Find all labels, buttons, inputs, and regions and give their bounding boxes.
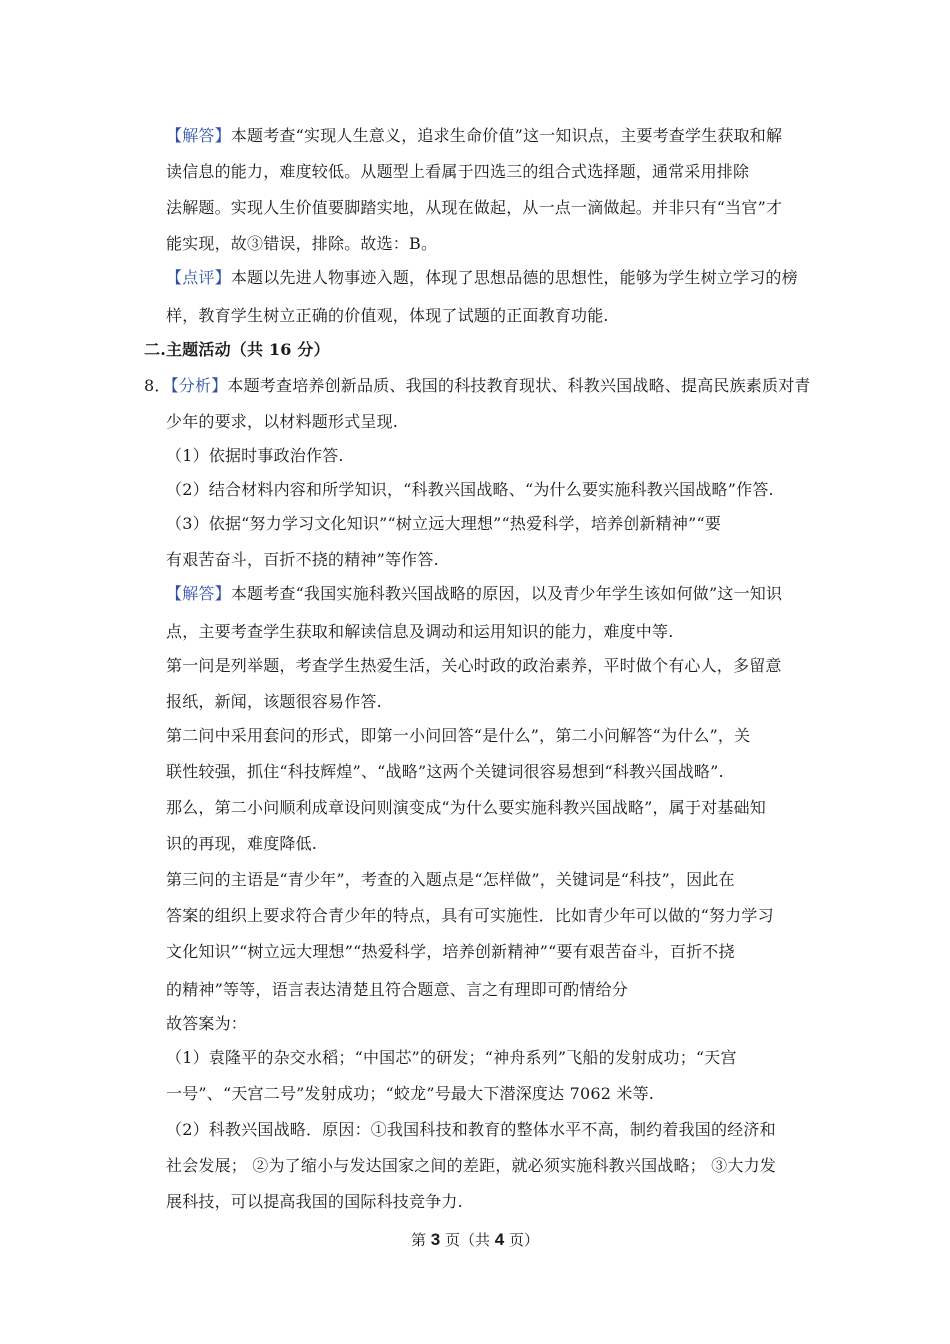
answer-tag: 【分析】 bbox=[170, 376, 228, 395]
text-line bbox=[166, 1084, 654, 1104]
text-line bbox=[166, 198, 782, 218]
line-text: 一号”、“天宫二号”发射成功；“蛟龙”号最大下潜深度达 7062 米等. bbox=[166, 1084, 655, 1103]
text-line bbox=[166, 834, 317, 854]
question-number: 8． bbox=[144, 376, 171, 395]
line-text: 本题考查“我国实施科教兴国战略的原因，以及青少年学生该如何做”这一知识 bbox=[230, 584, 783, 603]
text-line bbox=[166, 906, 774, 926]
text-line bbox=[166, 446, 344, 466]
line-text: 第三问的主语是“青少年”，考查的入题点是“怎样做”，关键词是“科技”，因此在 bbox=[166, 870, 735, 889]
text-line bbox=[166, 980, 628, 1000]
line-text: 第一问是列举题，考查学生热爱生活，关心时政的政治素养，平时做个有心人，多留意 bbox=[166, 656, 782, 675]
footer-page-number: 3 bbox=[430, 1230, 441, 1249]
text-line bbox=[166, 514, 721, 534]
line-text: （1）袁隆平的杂交水稻；“中国芯”的研发；“神舟系列”飞船的发射成功；“天宫 bbox=[166, 1048, 737, 1067]
line-text: 本题以先进人物事迹入题，体现了思想品德的思想性，能够为学生树立学习的榜 bbox=[230, 268, 798, 287]
text-line bbox=[166, 870, 735, 890]
line-text: （3）依据“努力学习文化知识”“树立远大理想”“热爱科学，培养创新精神”“要 bbox=[166, 514, 722, 533]
footer-middle: 页（共 bbox=[440, 1231, 495, 1249]
line-text: 样，教育学生树立正确的价值观，体现了试题的正面教育功能. bbox=[166, 306, 609, 325]
line-text: （2）结合材料内容和所学知识，“科教兴国战略、“为什么要实施科教兴国战略”作答. bbox=[166, 480, 774, 499]
text-line bbox=[166, 726, 750, 746]
line-text: 二.主题活动（共 16 分） bbox=[144, 340, 330, 359]
text-line bbox=[166, 692, 382, 712]
footer-suffix: 页） bbox=[504, 1231, 540, 1249]
line-text: 报纸，新闻，该题很容易作答. bbox=[166, 692, 382, 711]
text-line bbox=[166, 656, 782, 676]
line-text: 法解题。实现人生价值要脚踏实地，从现在做起，从一点一滴做起。并非只有“当官”才 bbox=[166, 198, 783, 217]
text-line bbox=[166, 1048, 737, 1068]
section-heading bbox=[144, 340, 330, 360]
text-line bbox=[166, 1156, 776, 1176]
line-text: 社会发展； ②为了缩小与发达国家之间的差距，就必须实施科教兴国战略； ③大力发 bbox=[166, 1156, 776, 1175]
line-text: 答案的组织上要求符合青少年的特点，具有可实施性．比如青少年可以做的“努力学习 bbox=[166, 906, 774, 925]
line-text: （1）依据时事政治作答. bbox=[166, 446, 344, 465]
text-line bbox=[166, 268, 798, 288]
line-text: 的精神”等等，语言表达清楚且符合题意、言之有理即可酌情给分 bbox=[166, 980, 628, 999]
text-line bbox=[166, 550, 439, 570]
text-line bbox=[166, 942, 735, 962]
answer-tag: 【点评】 bbox=[166, 268, 231, 287]
line-text: 识的再现，难度降低. bbox=[166, 834, 318, 853]
text-line bbox=[166, 126, 782, 146]
line-text: 文化知识”“树立远大理想”“热爱科学，培养创新精神”“要有艰苦奋斗，百折不挠 bbox=[166, 942, 735, 961]
text-line bbox=[144, 376, 811, 396]
text-line bbox=[166, 162, 749, 182]
text-line bbox=[166, 798, 766, 818]
line-text: 故答案为： bbox=[166, 1014, 248, 1033]
line-text: 本题考查“实现人生意义，追求生命价值”这一知识点，主要考查学生获取和解 bbox=[230, 126, 783, 145]
line-text: 少年的要求，以材料题形式呈现. bbox=[166, 412, 399, 431]
line-text: （2）科教兴国战略．原因：①我国科技和教育的整体水平不高，制约着我国的经济和 bbox=[166, 1120, 776, 1139]
text-line bbox=[166, 1014, 247, 1034]
text-line bbox=[166, 1120, 776, 1140]
footer-prefix: 第 bbox=[410, 1231, 431, 1249]
page-footer bbox=[0, 1230, 950, 1250]
answer-tag: 【解答】 bbox=[166, 126, 231, 145]
line-text: 联性较强，抓住“科技辉煌”、“战略”这两个关键词很容易想到“科教兴国战略”. bbox=[166, 762, 724, 781]
answer-tag: 【解答】 bbox=[166, 584, 231, 603]
line-text: 展科技，可以提高我国的国际科技竞争力. bbox=[166, 1192, 463, 1211]
text-line bbox=[166, 480, 774, 500]
text-line bbox=[166, 622, 674, 642]
footer-total-pages: 4 bbox=[494, 1230, 505, 1249]
text-line bbox=[166, 234, 437, 254]
line-text: 第二问中采用套问的形式，即第一小问回答“是什么”，第二小问解答“为什么”，关 bbox=[166, 726, 751, 745]
line-text: 点，主要考查学生获取和解读信息及调动和运用知识的能力，难度中等. bbox=[166, 622, 674, 641]
line-text: 有艰苦奋斗，百折不挠的精神”等作答. bbox=[166, 550, 439, 569]
text-line bbox=[166, 584, 782, 604]
line-text: 那么，第二小问顺利成章设问则演变成“为什么要实施科教兴国战略”，属于对基础知 bbox=[166, 798, 766, 817]
line-text: 本题考查培养创新品质、我国的科技教育现状、科教兴国战略、提高民族素质对青 bbox=[227, 376, 811, 395]
line-text: 读信息的能力，难度较低。从题型上看属于四选三的组合式选择题，通常采用排除 bbox=[166, 162, 750, 181]
line-text: 能实现，故③错误，排除。故选：B。 bbox=[166, 234, 438, 253]
text-line bbox=[166, 412, 398, 432]
text-line bbox=[166, 306, 609, 326]
text-line bbox=[166, 1192, 463, 1212]
text-line bbox=[166, 762, 724, 782]
